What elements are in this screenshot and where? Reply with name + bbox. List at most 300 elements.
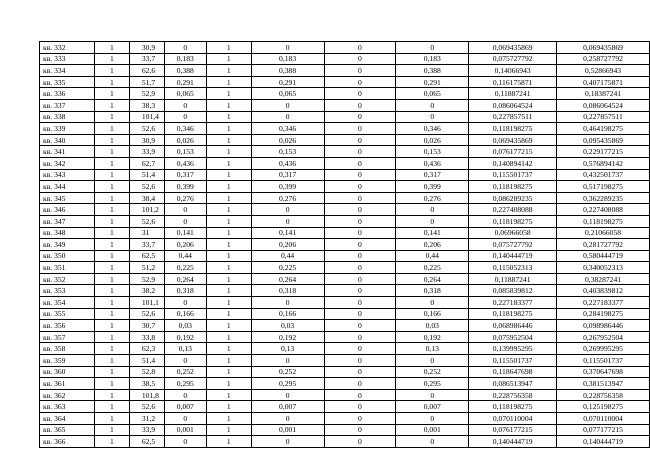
table-cell: 0,252 bbox=[396, 366, 469, 378]
table-cell: 0,140444719 bbox=[469, 250, 557, 262]
table-cell: 51,4 bbox=[129, 169, 164, 181]
apartment-cell: кв. 341 bbox=[40, 146, 95, 158]
table-cell: 0,318 bbox=[251, 285, 324, 297]
table-cell: 51,7 bbox=[129, 76, 164, 88]
table-row bbox=[40, 239, 650, 251]
table-cell: 1 bbox=[206, 192, 251, 204]
table-cell: 0 bbox=[324, 65, 396, 77]
table-cell: 0,227408088 bbox=[557, 204, 650, 216]
table-row bbox=[40, 308, 650, 320]
table-cell: 1 bbox=[94, 413, 129, 425]
table-cell: 1 bbox=[206, 215, 251, 227]
table-cell: 31,2 bbox=[129, 413, 164, 425]
table-cell: 0,118647698 bbox=[469, 366, 557, 378]
table-cell: 0,13 bbox=[251, 343, 324, 355]
table-row bbox=[40, 146, 650, 158]
table-cell: 1 bbox=[206, 53, 251, 65]
table-cell: 0,225 bbox=[251, 262, 324, 274]
table-cell: 0 bbox=[164, 436, 206, 448]
table-cell: 0,03 bbox=[164, 320, 206, 332]
table-cell: 0 bbox=[324, 227, 396, 239]
table-cell: 0,227183377 bbox=[557, 297, 650, 309]
table-cell: 1 bbox=[94, 169, 129, 181]
table-cell: 0,252 bbox=[251, 366, 324, 378]
table-cell: 1 bbox=[206, 181, 251, 193]
table-cell: 1 bbox=[94, 76, 129, 88]
table-cell: 0 bbox=[324, 285, 396, 297]
table-cell: 0 bbox=[396, 413, 469, 425]
table-cell: 0,388 bbox=[396, 65, 469, 77]
table-cell: 0,14066943 bbox=[469, 65, 557, 77]
table-cell: 0,069435869 bbox=[557, 42, 650, 54]
table-cell: 0 bbox=[324, 123, 396, 135]
apartment-cell: кв. 361 bbox=[40, 378, 95, 390]
apartment-cell: кв. 333 bbox=[40, 53, 95, 65]
table-cell: 0,077177215 bbox=[557, 424, 650, 436]
table-cell: 0 bbox=[324, 111, 396, 123]
table-cell: 1 bbox=[206, 157, 251, 169]
table-cell: 0,370647698 bbox=[557, 366, 650, 378]
table-cell: 1 bbox=[206, 99, 251, 111]
table-row bbox=[40, 273, 650, 285]
table-cell: 0 bbox=[164, 389, 206, 401]
table-cell: 101,1 bbox=[129, 297, 164, 309]
table-cell: 0,065 bbox=[164, 88, 206, 100]
table-cell: 1 bbox=[94, 227, 129, 239]
table-cell: 62,7 bbox=[129, 157, 164, 169]
table-row bbox=[40, 111, 650, 123]
table-cell: 0 bbox=[324, 366, 396, 378]
table-cell: 1 bbox=[94, 99, 129, 111]
table-cell: 1 bbox=[206, 401, 251, 413]
table-cell: 0,11887241 bbox=[469, 273, 557, 285]
table-cell: 0 bbox=[324, 413, 396, 425]
table-cell: 0,141 bbox=[251, 227, 324, 239]
apartment-cell: кв. 334 bbox=[40, 65, 95, 77]
table-cell: 1 bbox=[94, 65, 129, 77]
table-cell: 1 bbox=[206, 331, 251, 343]
table-cell: 38,4 bbox=[129, 192, 164, 204]
apartment-cell: кв. 353 bbox=[40, 285, 95, 297]
table-row bbox=[40, 76, 650, 88]
table-cell: 0,075727792 bbox=[469, 53, 557, 65]
table-cell: 0,125198275 bbox=[557, 401, 650, 413]
table-row bbox=[40, 424, 650, 436]
table-cell: 1 bbox=[206, 424, 251, 436]
table-cell: 38,5 bbox=[129, 378, 164, 390]
table-cell: 1 bbox=[94, 215, 129, 227]
table-row bbox=[40, 99, 650, 111]
table-cell: 0,141 bbox=[164, 227, 206, 239]
table-cell: 1 bbox=[94, 308, 129, 320]
table-cell: 0,44 bbox=[396, 250, 469, 262]
table-row bbox=[40, 204, 650, 216]
table-cell: 0 bbox=[324, 157, 396, 169]
table-cell: 51,2 bbox=[129, 262, 164, 274]
table-cell: 1 bbox=[206, 123, 251, 135]
table-cell: 0 bbox=[164, 111, 206, 123]
apartment-cell: кв. 349 bbox=[40, 239, 95, 251]
apartment-cell: кв. 364 bbox=[40, 413, 95, 425]
table-cell: 0 bbox=[396, 99, 469, 111]
apartment-cell: кв. 337 bbox=[40, 99, 95, 111]
table-cell: 1 bbox=[94, 123, 129, 135]
table-cell: 0,140444719 bbox=[557, 436, 650, 448]
table-cell: 0,076177215 bbox=[469, 424, 557, 436]
table-row bbox=[40, 192, 650, 204]
table-cell: 0 bbox=[251, 389, 324, 401]
table-cell: 0,403839812 bbox=[557, 285, 650, 297]
table-cell: 0,001 bbox=[251, 424, 324, 436]
table-cell: 0,227183377 bbox=[469, 297, 557, 309]
table-row bbox=[40, 413, 650, 425]
table-cell: 1 bbox=[206, 88, 251, 100]
table-cell: 0 bbox=[324, 250, 396, 262]
table-cell: 1 bbox=[206, 204, 251, 216]
table-row bbox=[40, 123, 650, 135]
table-row bbox=[40, 169, 650, 181]
table-cell: 0,086064524 bbox=[557, 99, 650, 111]
table-cell: 0 bbox=[164, 215, 206, 227]
table-row bbox=[40, 227, 650, 239]
table-cell: 1 bbox=[94, 146, 129, 158]
table-cell: 0,026 bbox=[251, 134, 324, 146]
table-cell: 1 bbox=[94, 88, 129, 100]
table-cell: 1 bbox=[94, 366, 129, 378]
apartment-cell: кв. 335 bbox=[40, 76, 95, 88]
table-cell: 1 bbox=[206, 262, 251, 274]
table-cell: 0,098986446 bbox=[557, 320, 650, 332]
table-cell: 0 bbox=[324, 389, 396, 401]
table-row bbox=[40, 88, 650, 100]
table-cell: 0,291 bbox=[164, 76, 206, 88]
table-cell: 0 bbox=[396, 436, 469, 448]
table-cell: 0,44 bbox=[164, 250, 206, 262]
table-cell: 0,291 bbox=[396, 76, 469, 88]
apartment-cell: кв. 344 bbox=[40, 181, 95, 193]
table-cell: 0,276 bbox=[251, 192, 324, 204]
table-cell: 0,464198275 bbox=[557, 123, 650, 135]
table-cell: 0,228756358 bbox=[557, 389, 650, 401]
table-cell: 0,11887241 bbox=[469, 88, 557, 100]
table-cell: 1 bbox=[206, 169, 251, 181]
table-cell: 0,115052313 bbox=[469, 262, 557, 274]
table-cell: 1 bbox=[206, 76, 251, 88]
table-cell: 1 bbox=[206, 65, 251, 77]
table-cell: 0,227857511 bbox=[557, 111, 650, 123]
table-cell: 0,381513947 bbox=[557, 378, 650, 390]
table-cell: 0,192 bbox=[251, 331, 324, 343]
table-cell: 0 bbox=[396, 215, 469, 227]
table-cell: 0 bbox=[324, 355, 396, 367]
table-row bbox=[40, 355, 650, 367]
table-cell: 1 bbox=[94, 285, 129, 297]
table-cell: 0,070110004 bbox=[469, 413, 557, 425]
table-cell: 62,5 bbox=[129, 250, 164, 262]
table-cell: 0,258727792 bbox=[557, 53, 650, 65]
table-cell: 0,086289235 bbox=[469, 192, 557, 204]
apartment-cell: кв. 345 bbox=[40, 192, 95, 204]
table-cell: 0,183 bbox=[164, 53, 206, 65]
table-cell: 1 bbox=[94, 192, 129, 204]
table-row bbox=[40, 157, 650, 169]
table-cell: 0,318 bbox=[164, 285, 206, 297]
table-cell: 0,153 bbox=[396, 146, 469, 158]
table-row bbox=[40, 42, 650, 54]
table-cell: 0,580444719 bbox=[557, 250, 650, 262]
table-cell: 101,2 bbox=[129, 204, 164, 216]
table-cell: 0,317 bbox=[396, 169, 469, 181]
table-cell: 0,086513947 bbox=[469, 378, 557, 390]
table-row bbox=[40, 262, 650, 274]
table-cell: 1 bbox=[94, 250, 129, 262]
table-cell: 0,026 bbox=[164, 134, 206, 146]
table-cell: 1 bbox=[94, 331, 129, 343]
table-cell: 0 bbox=[324, 378, 396, 390]
table-cell: 1 bbox=[206, 134, 251, 146]
table-cell: 0 bbox=[251, 215, 324, 227]
table-cell: 1 bbox=[94, 42, 129, 54]
table-cell: 0,075952504 bbox=[469, 331, 557, 343]
table-row bbox=[40, 65, 650, 77]
table-cell: 0,076177215 bbox=[469, 146, 557, 158]
table-cell: 0,317 bbox=[164, 169, 206, 181]
table-cell: 0 bbox=[164, 99, 206, 111]
table-cell: 0 bbox=[324, 401, 396, 413]
table-cell: 1 bbox=[94, 181, 129, 193]
table-cell: 0,362289235 bbox=[557, 192, 650, 204]
table-cell: 0 bbox=[164, 297, 206, 309]
table-cell: 0,03 bbox=[251, 320, 324, 332]
table-cell: 52,9 bbox=[129, 88, 164, 100]
table-cell: 0 bbox=[324, 76, 396, 88]
table-cell: 0,183 bbox=[251, 53, 324, 65]
table-cell: 0,075727792 bbox=[469, 239, 557, 251]
apartment-cell: кв. 362 bbox=[40, 389, 95, 401]
table-cell: 1 bbox=[206, 355, 251, 367]
table-cell: 0,340052313 bbox=[557, 262, 650, 274]
table-cell: 0,166 bbox=[251, 308, 324, 320]
table-cell: 0 bbox=[396, 389, 469, 401]
table-cell: 0,407175871 bbox=[557, 76, 650, 88]
table-row bbox=[40, 436, 650, 448]
table-cell: 0,139995295 bbox=[469, 343, 557, 355]
table-cell: 1 bbox=[206, 111, 251, 123]
table-cell: 33,7 bbox=[129, 239, 164, 251]
apartment-cell: кв. 342 bbox=[40, 157, 95, 169]
table-cell: 0,276 bbox=[396, 192, 469, 204]
table-cell: 0,225 bbox=[396, 262, 469, 274]
table-cell: 0,517198275 bbox=[557, 181, 650, 193]
table-cell: 0,13 bbox=[164, 343, 206, 355]
table-row bbox=[40, 389, 650, 401]
table-cell: 0 bbox=[324, 262, 396, 274]
table-cell: 0,38287241 bbox=[557, 273, 650, 285]
table-cell: 0,166 bbox=[396, 308, 469, 320]
table-cell: 0,007 bbox=[164, 401, 206, 413]
table-cell: 0,085839812 bbox=[469, 285, 557, 297]
table-cell: 0,007 bbox=[396, 401, 469, 413]
table-cell: 30,9 bbox=[129, 134, 164, 146]
table-cell: 1 bbox=[94, 424, 129, 436]
table-cell: 1 bbox=[94, 389, 129, 401]
table-cell: 1 bbox=[206, 378, 251, 390]
table-cell: 0 bbox=[396, 355, 469, 367]
table-cell: 62,5 bbox=[129, 436, 164, 448]
table-cell: 0,576894142 bbox=[557, 157, 650, 169]
table-cell: 1 bbox=[94, 157, 129, 169]
table-cell: 1 bbox=[206, 389, 251, 401]
table-cell: 0,069435869 bbox=[469, 134, 557, 146]
table-cell: 0,269995295 bbox=[557, 343, 650, 355]
table-cell: 1 bbox=[94, 297, 129, 309]
table-cell: 52,6 bbox=[129, 123, 164, 135]
table-cell: 1 bbox=[206, 413, 251, 425]
table-cell: 33,8 bbox=[129, 331, 164, 343]
table-cell: 0,225 bbox=[164, 262, 206, 274]
table-cell: 0 bbox=[324, 436, 396, 448]
table-cell: 0 bbox=[396, 42, 469, 54]
table-cell: 0 bbox=[324, 169, 396, 181]
table-cell: 0,140894142 bbox=[469, 157, 557, 169]
table-cell: 38,2 bbox=[129, 285, 164, 297]
apartment-cell: кв. 351 bbox=[40, 262, 95, 274]
table-cell: 0,291 bbox=[251, 76, 324, 88]
table-cell: 1 bbox=[94, 273, 129, 285]
apartment-cell: кв. 363 bbox=[40, 401, 95, 413]
table-cell: 0 bbox=[324, 424, 396, 436]
table-cell: 0,068986446 bbox=[469, 320, 557, 332]
table-cell: 0 bbox=[324, 181, 396, 193]
table-cell: 0,13 bbox=[396, 343, 469, 355]
table-cell: 0 bbox=[251, 111, 324, 123]
table-cell: 0 bbox=[324, 192, 396, 204]
table-cell: 0 bbox=[396, 204, 469, 216]
table-cell: 0,206 bbox=[164, 239, 206, 251]
table-cell: 0,118198275 bbox=[469, 181, 557, 193]
table-cell: 0,281727792 bbox=[557, 239, 650, 251]
table-cell: 0,295 bbox=[164, 378, 206, 390]
table-cell: 1 bbox=[206, 42, 251, 54]
table-cell: 0,229177215 bbox=[557, 146, 650, 158]
table-cell: 0,18387241 bbox=[557, 88, 650, 100]
table-body bbox=[40, 42, 650, 448]
table-cell: 0 bbox=[324, 134, 396, 146]
apartment-cell: кв. 346 bbox=[40, 204, 95, 216]
table-cell: 1 bbox=[94, 134, 129, 146]
table-cell: 0,436 bbox=[164, 157, 206, 169]
table-cell: 52,6 bbox=[129, 401, 164, 413]
apartment-cell: кв. 357 bbox=[40, 331, 95, 343]
table-cell: 1 bbox=[206, 227, 251, 239]
table-cell: 0,118198275 bbox=[469, 215, 557, 227]
table-cell: 1 bbox=[206, 366, 251, 378]
apartment-cell: кв. 356 bbox=[40, 320, 95, 332]
apartment-cell: кв. 350 bbox=[40, 250, 95, 262]
apartment-cell: кв. 365 bbox=[40, 424, 95, 436]
apartment-cell: кв. 359 bbox=[40, 355, 95, 367]
table-cell: 101,8 bbox=[129, 389, 164, 401]
table-cell: 0 bbox=[251, 413, 324, 425]
table-cell: 1 bbox=[94, 355, 129, 367]
table-cell: 1 bbox=[206, 250, 251, 262]
table-row bbox=[40, 215, 650, 227]
table-cell: 0,399 bbox=[164, 181, 206, 193]
table-cell: 52,6 bbox=[129, 181, 164, 193]
table-cell: 33,9 bbox=[129, 146, 164, 158]
apartment-cell: кв. 352 bbox=[40, 273, 95, 285]
table-cell: 0,436 bbox=[251, 157, 324, 169]
table-cell: 1 bbox=[206, 273, 251, 285]
apartment-cell: кв. 355 bbox=[40, 308, 95, 320]
table-cell: 0,284198275 bbox=[557, 308, 650, 320]
table-cell: 31 bbox=[129, 227, 164, 239]
table-cell: 1 bbox=[206, 239, 251, 251]
table-cell: 1 bbox=[206, 285, 251, 297]
apartment-cell: кв. 347 bbox=[40, 215, 95, 227]
table-cell: 0,227857511 bbox=[469, 111, 557, 123]
table-cell: 0,118198275 bbox=[557, 215, 650, 227]
table-cell: 0 bbox=[324, 53, 396, 65]
data-table bbox=[39, 41, 650, 448]
table-cell: 0 bbox=[164, 42, 206, 54]
table-cell: 0,206 bbox=[396, 239, 469, 251]
table-cell: 1 bbox=[94, 262, 129, 274]
apartment-cell: кв. 340 bbox=[40, 134, 95, 146]
table-cell: 52,9 bbox=[129, 273, 164, 285]
table-row bbox=[40, 320, 650, 332]
table-cell: 0,388 bbox=[251, 65, 324, 77]
table-cell: 0 bbox=[324, 239, 396, 251]
table-cell: 0 bbox=[164, 355, 206, 367]
table-cell: 0 bbox=[324, 343, 396, 355]
table-cell: 52,6 bbox=[129, 215, 164, 227]
apartment-cell: кв. 338 bbox=[40, 111, 95, 123]
table-cell: 0,264 bbox=[396, 273, 469, 285]
table-cell: 0,318 bbox=[396, 285, 469, 297]
table-cell: 0,267952504 bbox=[557, 331, 650, 343]
table-cell: 0,118198275 bbox=[469, 401, 557, 413]
table-cell: 1 bbox=[94, 378, 129, 390]
table-cell: 0,001 bbox=[164, 424, 206, 436]
table-cell: 0,069435869 bbox=[469, 42, 557, 54]
table-cell: 0 bbox=[251, 99, 324, 111]
apartment-cell: кв. 354 bbox=[40, 297, 95, 309]
table-cell: 0,346 bbox=[251, 123, 324, 135]
table-cell: 0,118198275 bbox=[469, 123, 557, 135]
table-row bbox=[40, 331, 650, 343]
table-cell: 0,118198275 bbox=[469, 308, 557, 320]
table-cell: 0,295 bbox=[251, 378, 324, 390]
table-cell: 52,6 bbox=[129, 308, 164, 320]
apartment-cell: кв. 336 bbox=[40, 88, 95, 100]
table-cell: 1 bbox=[94, 111, 129, 123]
table-cell: 52,8 bbox=[129, 366, 164, 378]
table-cell: 1 bbox=[94, 343, 129, 355]
table-cell: 0,346 bbox=[396, 123, 469, 135]
table-row bbox=[40, 297, 650, 309]
table-cell: 0,115501737 bbox=[469, 169, 557, 181]
table-cell: 0 bbox=[396, 297, 469, 309]
table-cell: 30,9 bbox=[129, 42, 164, 54]
table-cell: 62,6 bbox=[129, 65, 164, 77]
table-cell: 0,026 bbox=[396, 134, 469, 146]
table-cell: 0,264 bbox=[164, 273, 206, 285]
apartment-cell: кв. 332 bbox=[40, 42, 95, 54]
table-cell: 0 bbox=[324, 215, 396, 227]
table-cell: 0,001 bbox=[396, 424, 469, 436]
table-cell: 0,295 bbox=[396, 378, 469, 390]
